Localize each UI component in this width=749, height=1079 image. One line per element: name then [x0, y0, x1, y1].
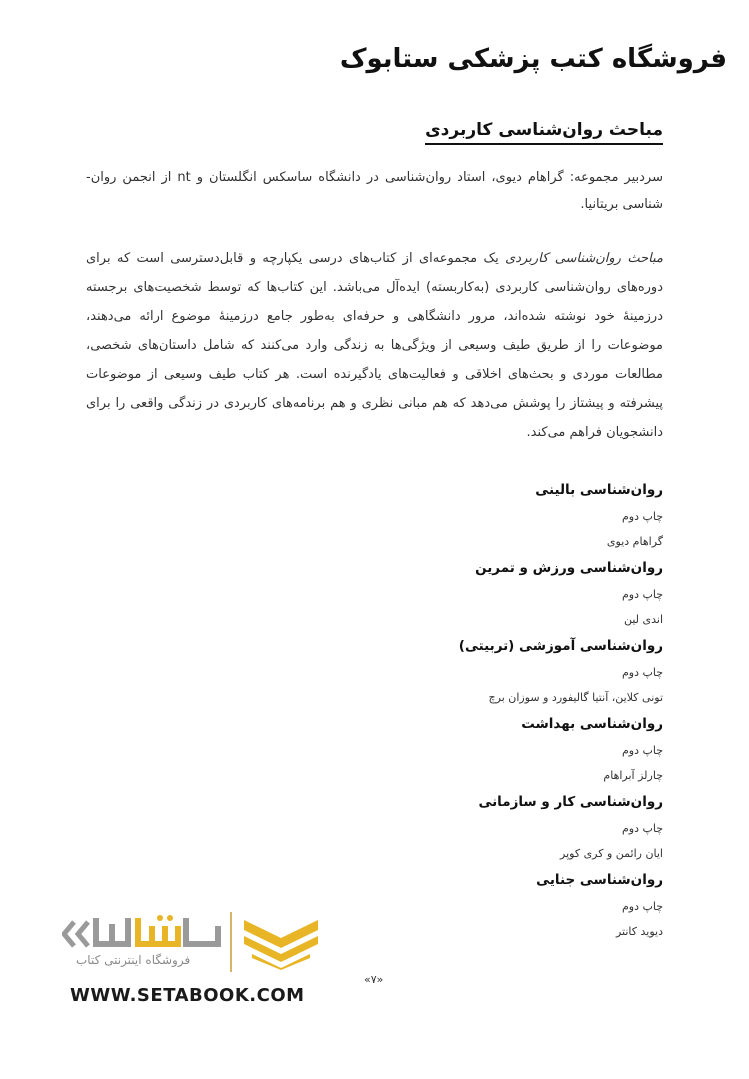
book-author: تونی کلاین، آنتیا گالیفورد و سوزان برچ — [488, 691, 663, 704]
book-entry — [263, 634, 663, 712]
book-title: روان‌شناسی بهداشت — [521, 716, 663, 732]
series-intro-paragraph — [86, 244, 663, 447]
stacked-books-emblem-icon — [242, 916, 320, 970]
page-number: «۷» — [364, 973, 384, 986]
book-author: چارلز آبراهام — [603, 769, 663, 782]
book-edition: چاپ دوم — [621, 510, 663, 523]
book-edition: چاپ دوم — [621, 666, 663, 679]
book-title: روان‌شناسی ورزش و تمرین — [475, 560, 663, 576]
logo-divider — [230, 912, 232, 972]
book-edition: چاپ دوم — [621, 588, 663, 601]
book-title: روان‌شناسی کار و سازمانی — [478, 794, 663, 810]
setabook-wordmark-icon — [62, 914, 224, 954]
setabook-logo — [62, 908, 332, 978]
book-edition: چاپ دوم — [621, 744, 663, 757]
book-list — [263, 478, 663, 946]
book-entry — [263, 478, 663, 556]
book-entry — [263, 790, 663, 868]
book-title: روان‌شناسی آموزشی (تربیتی) — [458, 638, 663, 654]
book-author: دیوید کانتر — [615, 925, 663, 938]
book-edition: چاپ دوم — [621, 900, 663, 913]
series-name-italic: مباحث روان‌شناسی کاربردی — [505, 251, 663, 266]
book-author: گراهام دیوی — [606, 535, 663, 548]
book-entry — [263, 712, 663, 790]
series-editor-line: سردبیر مجموعه: گراهام دیوی، استاد روان‌شناسی در دانشگاه ساسکس انگلستان و nt از انجمن روان-شناسی بریتانیا. — [86, 170, 663, 212]
store-title: فروشگاه کتب پزشکی ستابوک — [339, 44, 727, 74]
logo-tagline: فروشگاه اینترنتی کتاب — [76, 953, 191, 967]
book-title: روان‌شناسی جنایی — [536, 872, 663, 888]
book-author: ایان رائمن و کری کوپر — [560, 847, 663, 860]
site-url: WWW.SETABOOK.COM — [70, 985, 305, 1006]
book-edition: چاپ دوم — [621, 822, 663, 835]
book-author: اندی لین — [623, 613, 663, 626]
series-intro-text: یک مجموعه‌ای از کتاب‌های درسی یکپارچه و قابل‌دسترسی است که برای دوره‌های روان‌شناسی کاربردی (به‌کاربسته) ایده‌آل می‌باشد. این کتاب‌ها که توسط شخصیت‌های برجسته درزمینهٔ خود نوشته شده‌اند، مرور دانشگاهی و حرفه‌ای به‌طور جامع درزمینهٔ موضوع ارائه می‌دهند، موضوعات را از طریق طیف وسیعی از ویژگی‌ها به زندگی وارد می‌کنند که شامل داستان‌های شخصی، مطالعات موردی و بحث‌های اخلاقی و فعالیت‌های یادگیرنده است. هر کتاب طیف وسیعی از موضوعات پیشرفته و پیشتاز را پوشش می‌دهد که هم مبانی نظری و هم برنامه‌های کاربردی در زندگی واقعی را برای دانشجویان فراهم می‌کند. — [86, 251, 663, 440]
book-title: روان‌شناسی بالینی — [535, 482, 663, 498]
series-title: مباحث روان‌شناسی کاربردی — [425, 120, 663, 145]
book-entry — [263, 556, 663, 634]
